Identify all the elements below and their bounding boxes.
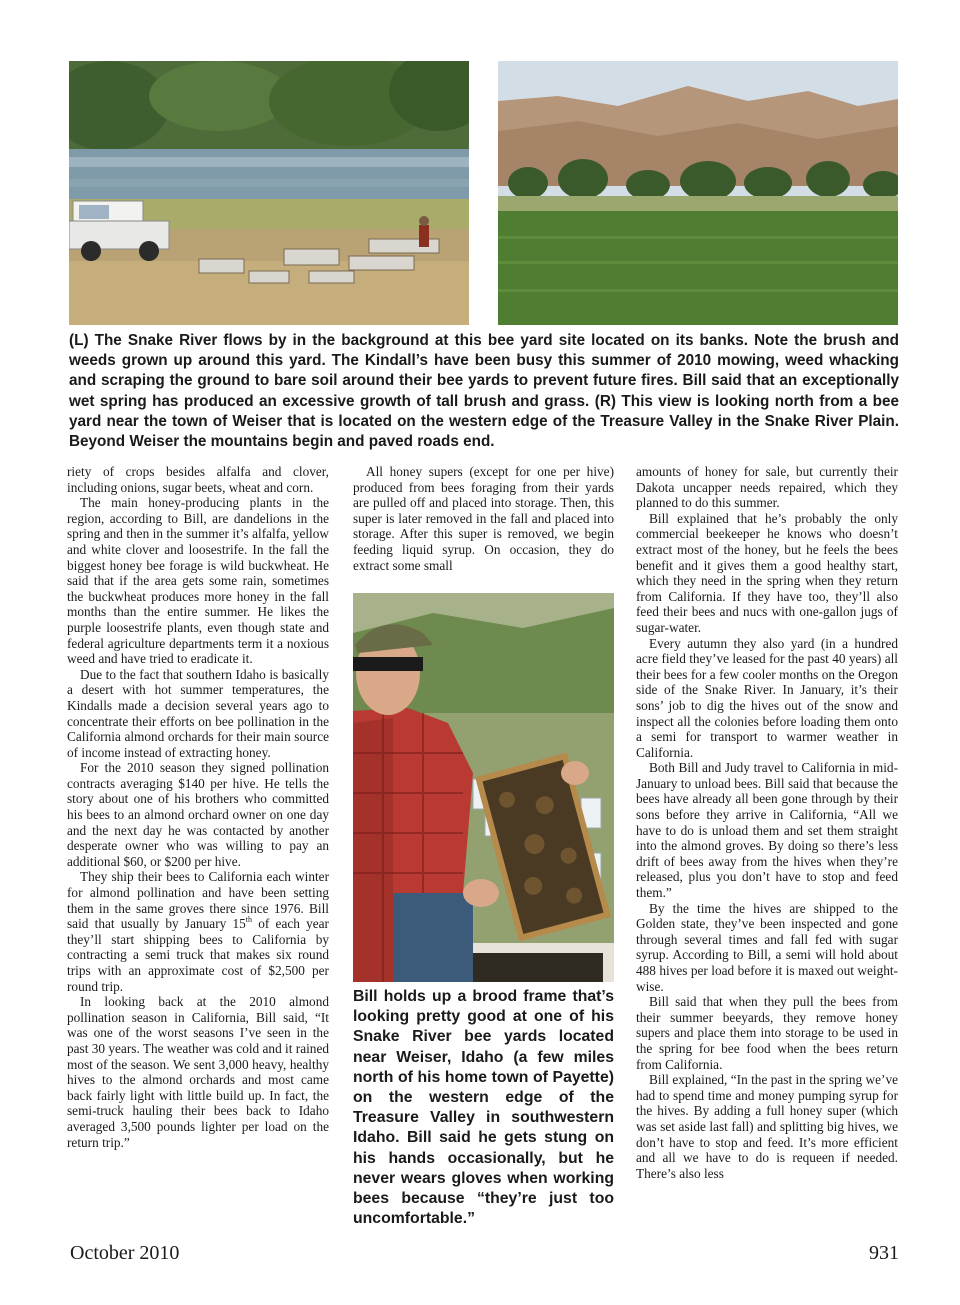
- paragraph: amounts of honey for sale, but currently their Dakota uncapper needs repaired, which they planned to do this summer.: [636, 464, 898, 511]
- paragraph: All honey supers (except for one per hive) produced from bees foraging from their yards are pulled off and placed into storage. Then, this super is later removed in the fall and placed into storage. After this super is removed, we begin feeding liquid syrup. On occasion, they do extract some small: [353, 464, 614, 573]
- photo-snake-river-bee-yard: [69, 61, 469, 325]
- paragraph-text: They ship their bees to California each winter for almond pollination and have been setting them in the same groves there since 1976. Bill said that usually by January 15: [67, 869, 329, 932]
- footer-page-number: 931: [869, 1242, 899, 1264]
- ordinal-suffix: th: [245, 915, 253, 925]
- middle-photo-caption: Bill holds up a brood frame that’s looking pretty good at one of his Snake River bee yards located near Weiser, Idaho (a few miles north of his home town of Payette) on the western edge of the Treasure Valley in southwestern Idaho. Bill said he gets stung on his hands occasionally, but he never wears gloves when working bees because “they’re just too uncomfortable.”: [353, 988, 614, 1228]
- paragraph: The main honey-producing plants in the region, according to Bill, are dandelions in the spring and then in the summer it’s alfalfa, yellow and white clover and loosestrife. In the fall the biggest honey bee forage is wild buckwheat. He said that if the area gets some rain, sometimes the buckwheat produces more honey in the fall months than the entire summer. He likes the purple loosestrife plants, even though state and federal agriculture departments term it a noxious weed and have tried to eradicate it.: [67, 495, 329, 667]
- article-column-middle: [353, 464, 614, 573]
- paragraph: [67, 869, 329, 994]
- article-column-left: [67, 464, 329, 1150]
- paragraph: By the time the hives are shipped to the Golden state, they’ve been inspected and gone through several times and fall fed with sugar syrup. According to Bill, a semi will hold about 488 hives per load before it is maxed out weight-wise.: [636, 900, 898, 994]
- paragraph: Due to the fact that southern Idaho is basically a desert with hot summer temperatures, the Kindalls made a decision several years ago to concentrate their efforts on bee pollination in the California almond orchards for their main source of income instead of extracting honey.: [67, 666, 329, 760]
- top-photo-caption: (L) The Snake River flows by in the background at this bee yard site located on its banks. Note the brush and weeds grown up around this yard. The Kindall’s have been busy this summer of 2010 mowing, weed whacking and scraping the ground to bare soil around their bee yards to prevent future fires. Bill said that an exceptionally wet spring has produced an excessive growth of tall brush and grass. (R) This view is looking north from a bee yard near the town of Weiser that is located on the western edge of the Treasure Valley in the Snake River Plain. Beyond Weiser the mountains begin and paved roads end.: [69, 332, 899, 451]
- paragraph: Bill explained, “In the past in the spring we’ve had to spend time and money pumping syrup for the hives. By adding a full honey super (which was set aside last fall) and splitting big hives, we don’t have to stop and feed. It’s more efficient and all we have to do is requeen if needed. There’s also less: [636, 1072, 898, 1181]
- paragraph: Bill said that when they pull the bees from their summer beeyards, they remove honey supers and place them into storage to be used in the spring for bee food when the bees return from California.: [636, 994, 898, 1072]
- paragraph: Bill explained that he’s probably the only commercial beekeeper he knows who doesn’t extract most of the honey, but he feels the bees benefit and it gives them a good healthy start, which they need in the spring when they return from California. If they have too, they’ll also feed their bees and nucs with one-gallon jugs of sugar-water.: [636, 510, 898, 635]
- footer-issue-date: October 2010: [70, 1242, 180, 1264]
- paragraph: riety of crops besides alfalfa and clover, including onions, sugar beets, wheat and corn.: [67, 464, 329, 495]
- paragraph-text: of each year they’ll start shipping bees to California by contracting a semi truck that makes six round trips with an approximate cost of $2,500 per round trip.: [67, 916, 329, 994]
- paragraph: Both Bill and Judy travel to California in mid-January to unload bees. Bill said that because the bees have already all been gone through by their sons before they arrive in California, “All we have to do is unload them and set them straight into the almond groves. By doing so there’s less drift of bees away from the hives when they’re released, plus you don’t have to stop and feed them.”: [636, 760, 898, 901]
- paragraph: Every autumn they also yard (in a hundred acre field they’ve leased for the past 40 years) all their bees for a few cooler months on the Oregon side of the Snake River. In January, it’s their sons’ job to dig the hives out of the snow and inspect all the colonies before loading them onto a semi for transport to warmer weather in California.: [636, 635, 898, 760]
- photo-bill-brood-frame: [353, 593, 614, 982]
- article-column-right: [636, 464, 898, 1181]
- photo-weiser-field-mountains: [498, 61, 898, 325]
- paragraph: For the 2010 season they signed pollination contracts averaging $140 per hive. He tells the story about one of his brothers who committed his bees to an almond orchard owner on one day and the next day he was contacted by another desperate owner who was willing to pay an additional $60, or $200 per hive.: [67, 760, 329, 869]
- paragraph: In looking back at the 2010 almond pollination season in California, Bill said, “It was one of the worst seasons I’ve seen in the past 30 years. The weather was cold and it rained most of the season. We sent 3,000 heavy, healthy hives to the almond orchards and most came back fairly light with little build up. In fact, the semi-truck hauling their bees back to Idaho averaged 3,500 pounds lighter per load on the return trip.”: [67, 994, 329, 1150]
